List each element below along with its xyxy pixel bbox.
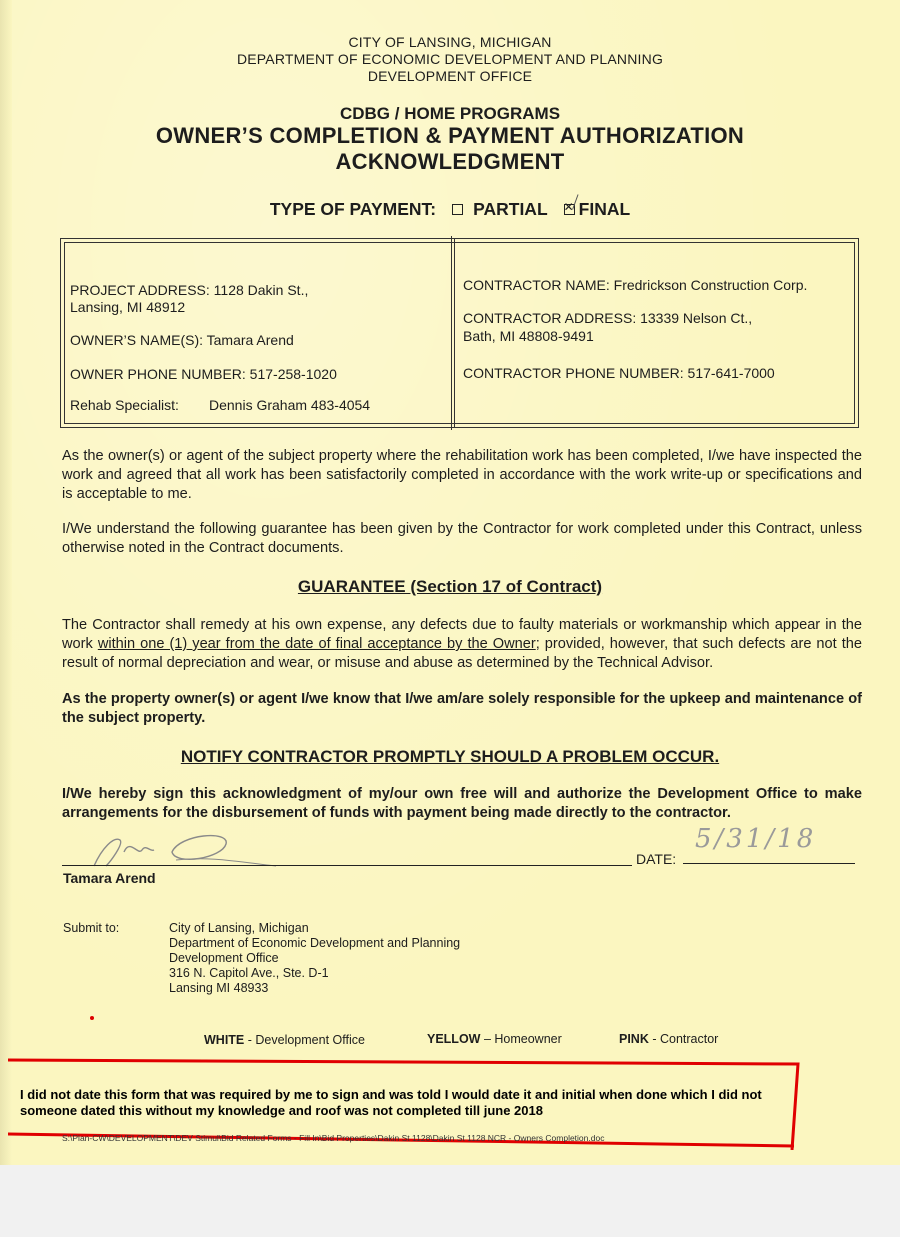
copy-pink-value: - Contractor [648, 1032, 719, 1046]
project-address: PROJECT ADDRESS: 1128 Dakin St., [70, 282, 309, 298]
copy-white-value: - Development Office [244, 1033, 365, 1047]
contractor-address: CONTRACTOR ADDRESS: 13339 Nelson Ct., [463, 310, 753, 326]
copy-white-label: WHITE [204, 1033, 245, 1047]
submit-to-label: Submit to: [63, 921, 120, 935]
guarantee-heading: GUARANTEE (Section 17 of Contract) [297, 577, 603, 596]
contractor-address-line2: Bath, MI 48808-9491 [463, 328, 594, 344]
submit-line-4: 316 N. Capitol Ave., Ste. D-1 [169, 966, 329, 980]
payment-type-label: TYPE OF PAYMENT: [269, 199, 437, 219]
final-checkbox[interactable] [564, 204, 575, 215]
file-path-footer: S:\Plan-CW\DEVELOPMENT\DEV Stimul\Bid Related Forms - Fill In\Bid Properties\Dakin St 1128\Dakin St 1128 NCR - Owners Completion.doc [62, 1133, 605, 1143]
form-title-line2: ACKNOWLEDGMENT [335, 149, 565, 174]
copy-pink [619, 1032, 718, 1047]
final-label: FINAL [578, 199, 631, 219]
guarantee-text-a: The Contractor shall remedy at his own expense, any defects due to faulty materials or workmanship which appear in the work [62, 617, 862, 652]
owner-signature [80, 826, 280, 868]
notify-heading: NOTIFY CONTRACTOR PROMPTLY SHOULD A PROBLEM OCCUR. [180, 747, 720, 766]
date-value: 5/31/18 [695, 824, 817, 854]
contractor-name: CONTRACTOR NAME: Fredrickson Construction Corp. [463, 277, 808, 293]
payment-type-row [0, 199, 900, 220]
contractor-phone: CONTRACTOR PHONE NUMBER: 517-641-7000 [463, 365, 775, 381]
annotation-note: I did not date this form that was required by me to sign and was told I would date it and initial when done which I did not someone dated this without my knowledge and roof was not completed till june 2018 [20, 1087, 762, 1118]
guarantee-paragraph [62, 616, 862, 673]
inspection-paragraph: As the owner(s) or agent of the subject property where the rehabilitation work has been completed, I/we have inspected the work and agreed that all work has been satisfactorily completed in accordance with the work write-up or specifications and is acceptable to me. [62, 448, 862, 502]
header-office: DEVELOPMENT OFFICE [367, 68, 533, 84]
copy-pink-label: PINK [619, 1032, 649, 1046]
rehab-specialist-label: Rehab Specialist: [70, 397, 179, 413]
date-line [683, 863, 855, 864]
info-box-divider-inner [454, 239, 455, 427]
submit-line-1: City of Lansing, Michigan [169, 921, 309, 935]
owner-phone: OWNER PHONE NUMBER: 517-258-1020 [70, 366, 337, 382]
program-title: CDBG / HOME PROGRAMS [339, 104, 561, 123]
owner-names: OWNER’S NAME(S): Tamara Arend [70, 332, 294, 348]
copy-yellow [427, 1032, 562, 1047]
project-address-line2: Lansing, MI 48912 [70, 299, 186, 315]
signer-name: Tamara Arend [63, 870, 156, 886]
guarantee-intro-paragraph: I/We understand the following guarantee has been given by the Contractor for work completed under this Contract, unless otherwise noted in the Contract documents. [62, 521, 862, 556]
guarantee-text-b: ; provided, however, that such defects are not the result of normal depreciation and wear, or misuse and abuse as determined by the Technical Advisor. [62, 636, 862, 671]
rehab-specialist-value: Dennis Graham 483-4054 [209, 397, 371, 413]
submit-line-2: Department of Economic Development and Planning [169, 936, 461, 950]
header-department: DEPARTMENT OF ECONOMIC DEVELOPMENT AND PLANNING [236, 51, 664, 67]
partial-label: PARTIAL [473, 199, 548, 219]
guarantee-underlined-text: within one (1) year from the date of final acceptance by the Owner [97, 636, 536, 652]
authorization-paragraph: I/We hereby sign this acknowledgment of my/our own free will and authorize the Development Office to make arrangements for the disbursement of funds with payment being made directly to the contractor. [62, 786, 862, 821]
date-label: DATE: [636, 851, 677, 867]
copy-yellow-value: – Homeowner [480, 1032, 562, 1046]
form-title-line1: OWNER’S COMPLETION & PAYMENT AUTHORIZATION [155, 123, 745, 148]
info-box-divider [451, 236, 452, 430]
responsibility-paragraph: As the property owner(s) or agent I/we know that I/we am/are solely responsible for the upkeep and maintenance of the subject property. [62, 691, 862, 726]
red-dot-mark [90, 1016, 94, 1020]
submit-line-5: Lansing MI 48933 [169, 981, 269, 995]
submit-line-3: Development Office [169, 951, 279, 965]
copy-yellow-label: YELLOW [427, 1032, 481, 1046]
partial-checkbox[interactable] [452, 204, 463, 215]
copy-white [204, 1033, 365, 1048]
signature-line [62, 865, 632, 866]
header-city: CITY OF LANSING, MICHIGAN [348, 34, 552, 50]
